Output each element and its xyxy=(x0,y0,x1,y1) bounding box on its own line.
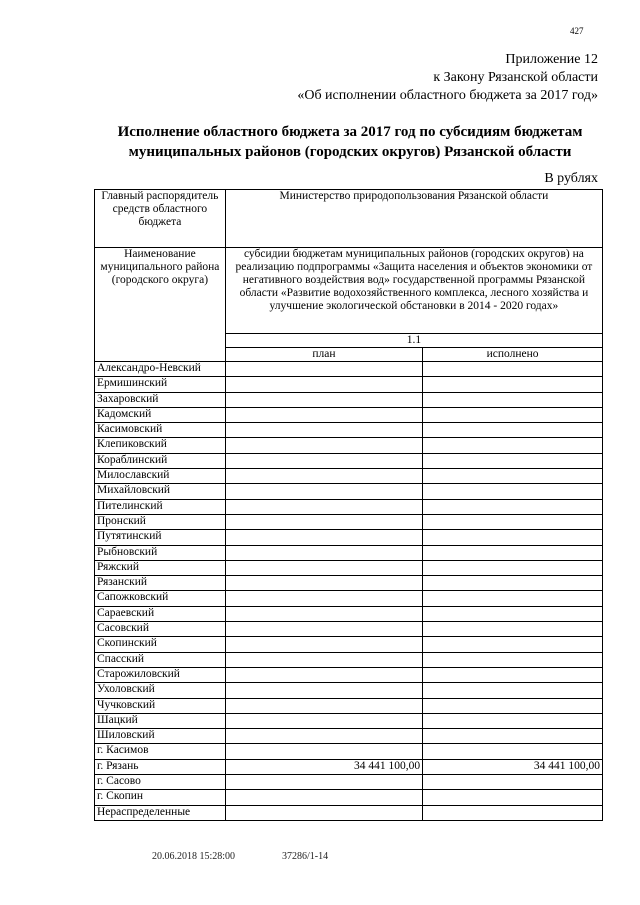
title-line-1: Исполнение областного бюджета за 2017 год по субсидиям бюджетам xyxy=(117,124,583,140)
title-line-2: муниципальных районов (городских округов) Рязанской области xyxy=(128,144,572,160)
municipality-name: Сапожковский xyxy=(95,591,226,606)
plan-value xyxy=(225,606,422,621)
plan-value xyxy=(225,713,422,728)
plan-value xyxy=(225,698,422,713)
table-row xyxy=(95,683,603,698)
municipality-name: Рыбновский xyxy=(95,545,226,560)
table-row xyxy=(95,667,603,682)
plan-value xyxy=(225,407,422,422)
plan-value xyxy=(225,744,422,759)
plan-value xyxy=(225,530,422,545)
table-row xyxy=(95,622,603,637)
units-label: В рублях xyxy=(544,171,598,186)
executed-value xyxy=(423,729,603,744)
table-row xyxy=(95,606,603,621)
plan-value xyxy=(225,591,422,606)
plan-value xyxy=(225,729,422,744)
plan-value xyxy=(225,453,422,468)
municipality-name: Ряжский xyxy=(95,560,226,575)
table-row xyxy=(95,423,603,438)
executed-value xyxy=(423,652,603,667)
plan-value xyxy=(225,576,422,591)
municipality-name: Нераспределенные xyxy=(95,805,226,820)
header-row-subsidy xyxy=(95,248,603,334)
executed-value xyxy=(423,530,603,545)
plan-value xyxy=(225,775,422,790)
table-row xyxy=(95,713,603,728)
municipality-name: Кораблинский xyxy=(95,453,226,468)
table-row xyxy=(95,407,603,422)
table-row xyxy=(95,698,603,713)
plan-value xyxy=(225,560,422,575)
table-row xyxy=(95,744,603,759)
municipality-name: Касимовский xyxy=(95,423,226,438)
table-body xyxy=(95,362,603,821)
main-manager-value: Министерство природопользования Рязанской области xyxy=(225,190,602,248)
table-row xyxy=(95,759,603,774)
table-row xyxy=(95,652,603,667)
municipality-name: Старожиловский xyxy=(95,667,226,682)
table-row xyxy=(95,514,603,529)
municipality-name: Шацкий xyxy=(95,713,226,728)
executed-value xyxy=(423,362,603,377)
executed-value xyxy=(423,469,603,484)
table-row xyxy=(95,469,603,484)
executed-value xyxy=(423,453,603,468)
table-row xyxy=(95,530,603,545)
executed-value xyxy=(423,545,603,560)
table-row xyxy=(95,560,603,575)
executed-value xyxy=(423,805,603,820)
plan-value xyxy=(225,362,422,377)
footer-timestamp: 20.06.2018 15:28:00 xyxy=(152,851,236,862)
municipality-name: Ермишинский xyxy=(95,377,226,392)
table-row xyxy=(95,729,603,744)
executed-value xyxy=(423,484,603,499)
executed-value xyxy=(423,606,603,621)
plan-value xyxy=(225,469,422,484)
executed-value xyxy=(423,744,603,759)
executed-value xyxy=(423,438,603,453)
plan-value xyxy=(225,514,422,529)
table-row xyxy=(95,775,603,790)
page-number: 427 xyxy=(570,26,584,36)
executed-value xyxy=(423,560,603,575)
table-row xyxy=(95,637,603,652)
table-row xyxy=(95,545,603,560)
table-row xyxy=(95,377,603,392)
municipality-name: Ухоловский xyxy=(95,683,226,698)
table-row xyxy=(95,790,603,805)
plan-value xyxy=(225,637,422,652)
municipality-name: Милославский xyxy=(95,469,226,484)
table-row xyxy=(95,453,603,468)
plan-value xyxy=(225,683,422,698)
plan-value xyxy=(225,545,422,560)
municipality-name: Путятинский xyxy=(95,530,226,545)
executed-value xyxy=(423,790,603,805)
appendix-line-3: «Об исполнении областного бюджета за 2017 год» xyxy=(297,88,598,103)
municipality-name: Рязанский xyxy=(95,576,226,591)
executed-value xyxy=(423,667,603,682)
executed-value xyxy=(423,499,603,514)
plan-value xyxy=(225,805,422,820)
municipality-name: Клепиковский xyxy=(95,438,226,453)
table-row xyxy=(95,392,603,407)
footer-doc-code: 37286/1-14 xyxy=(282,851,329,862)
plan-value xyxy=(225,484,422,499)
executed-value xyxy=(423,591,603,606)
table-row xyxy=(95,591,603,606)
executed-column-header: исполнено xyxy=(423,348,603,362)
executed-value xyxy=(423,683,603,698)
subsidy-description: субсидии бюджетам муниципальных районов (городских округов) на реализацию подпрограммы «Защита населения и объектов экономики от негативного воздействия вод» государственной программы Рязанской области «Развитие водохозяйственного комплекса, лесного хозяйства и улучшение экологической обстановки в 2014 - 2020 годах» xyxy=(225,248,602,334)
executed-value xyxy=(423,423,603,438)
document-title xyxy=(60,122,640,162)
municipality-column-header: Наименование муниципального района (городского округа) xyxy=(95,248,226,362)
municipality-name: г. Сасово xyxy=(95,775,226,790)
municipality-name: Спасский xyxy=(95,652,226,667)
municipality-name: Пителинский xyxy=(95,499,226,514)
table-row xyxy=(95,576,603,591)
executed-value xyxy=(423,576,603,591)
municipality-name: Скопинский xyxy=(95,637,226,652)
municipality-name: Захаровский xyxy=(95,392,226,407)
appendix-line-1: Приложение 12 xyxy=(505,52,598,67)
municipality-name: Сасовский xyxy=(95,622,226,637)
municipality-name: Чучковский xyxy=(95,698,226,713)
appendix-line-2: к Закону Рязанской области xyxy=(433,70,598,85)
plan-value: 34 441 100,00 xyxy=(225,759,422,774)
executed-value xyxy=(423,622,603,637)
executed-value xyxy=(423,377,603,392)
plan-value xyxy=(225,377,422,392)
executed-value xyxy=(423,698,603,713)
plan-column-header: план xyxy=(225,348,422,362)
plan-value xyxy=(225,438,422,453)
subsidies-table xyxy=(94,189,603,821)
main-manager-label: Главный распорядитель средств областного бюджета xyxy=(95,190,226,248)
municipality-name: г. Скопин xyxy=(95,790,226,805)
table-row xyxy=(95,362,603,377)
executed-value xyxy=(423,392,603,407)
executed-value xyxy=(423,637,603,652)
subsidy-code: 1.1 xyxy=(225,334,602,348)
plan-value xyxy=(225,499,422,514)
municipality-name: Сараевский xyxy=(95,606,226,621)
plan-value xyxy=(225,652,422,667)
municipality-name: г. Касимов xyxy=(95,744,226,759)
municipality-name: Александро-Невский xyxy=(95,362,226,377)
plan-value xyxy=(225,667,422,682)
municipality-name: Шиловский xyxy=(95,729,226,744)
plan-value xyxy=(225,423,422,438)
executed-value xyxy=(423,407,603,422)
table-row xyxy=(95,805,603,820)
header-row-main-manager xyxy=(95,190,603,248)
plan-value xyxy=(225,392,422,407)
executed-value xyxy=(423,775,603,790)
municipality-name: Кадомский xyxy=(95,407,226,422)
executed-value: 34 441 100,00 xyxy=(423,759,603,774)
executed-value xyxy=(423,713,603,728)
table-row xyxy=(95,484,603,499)
executed-value xyxy=(423,514,603,529)
table-row xyxy=(95,499,603,514)
plan-value xyxy=(225,622,422,637)
municipality-name: г. Рязань xyxy=(95,759,226,774)
municipality-name: Михайловский xyxy=(95,484,226,499)
plan-value xyxy=(225,790,422,805)
municipality-name: Пронский xyxy=(95,514,226,529)
table-row xyxy=(95,438,603,453)
